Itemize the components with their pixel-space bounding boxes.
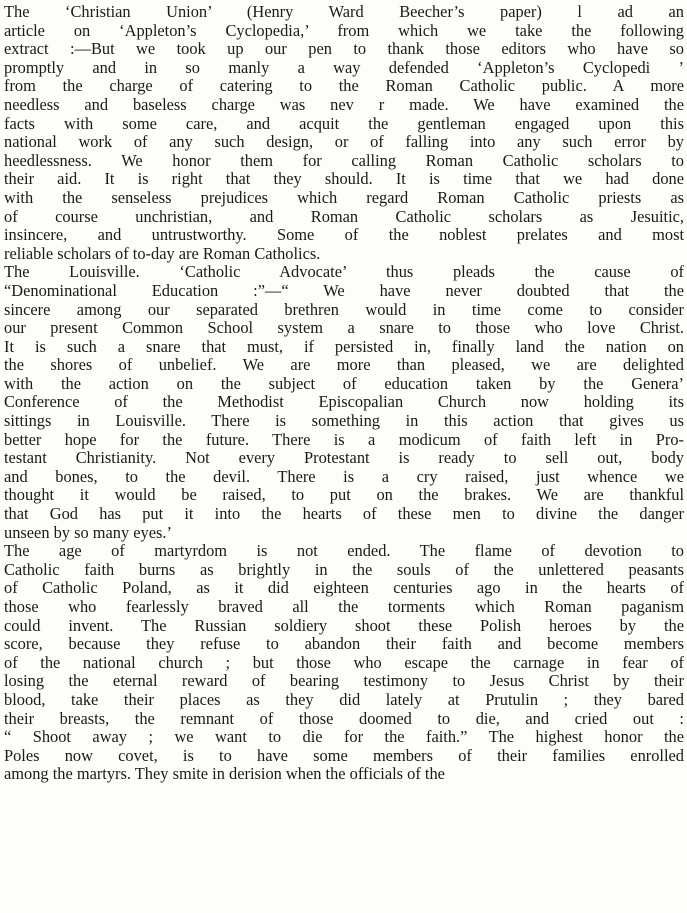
text-line: The Louisville. ‘Catholic Advocate’ thus pleads the cause of — [4, 262, 684, 282]
text-line: their aid. It is right that they should. It is time that we had done — [4, 169, 684, 189]
text-line: sittings in Louisville. There is something in this action that gives us — [4, 411, 684, 431]
text-line: could invent. The Russian soldiery shoot these Polish heroes by the — [4, 615, 684, 635]
text-line: score, because they refuse to abandon their faith and become members — [4, 634, 684, 654]
paragraph-christian-union — [4, 3, 684, 263]
text-line: unseen by so many eyes.’ — [4, 522, 172, 542]
text-line: their breasts, the remnant of those doomed to die, and cried out : — [4, 708, 684, 728]
text-line: reliable scholars of to-day are Roman Catholics. — [4, 243, 321, 263]
text-line: extract :—But we took up our pen to thank those editors who have so — [4, 39, 684, 59]
text-line: of the national church ; but those who escape the carnage in fear of — [4, 652, 684, 672]
text-line: It is such a snare that must, if persisted in, finally land the nation on — [4, 336, 684, 356]
text-line: heedlessness. We honor them for calling Roman Catholic scholars to — [4, 150, 684, 170]
text-line: from the charge of catering to the Roman Catholic public. A more — [4, 76, 684, 96]
text-line: the shores of unbelief. We are more than pleased, we are delighted — [4, 355, 684, 375]
text-line: Poles now covet, is to have some members of their families enrolled — [4, 745, 684, 765]
text-line: and bones, to the devil. There is a cry raised, just whence we — [4, 466, 684, 486]
text-line: among the martyrs. They smite in derision when the officials of the — [4, 764, 445, 784]
text-line: better hope for the future. There is a modicum of faith left in Pro- — [4, 429, 684, 449]
article-column — [4, 3, 684, 784]
text-line: testant Christianity. Not every Protestant is ready to sell out, body — [4, 448, 684, 468]
text-line: Conference of the Methodist Episcopalian Church now holding its — [4, 392, 684, 412]
text-line: with the action on the subject of education taken by the Genera’ — [4, 373, 684, 393]
text-line: national work of any such design, or of falling into any such error by — [4, 132, 684, 152]
text-line: The age of martyrdom is not ended. The flame of devotion to — [4, 541, 684, 561]
text-line: our present Common School system a snare to those who love Christ. — [4, 318, 684, 338]
text-line: “ Shoot away ; we want to die for the faith.” The highest honor the — [4, 727, 684, 747]
text-line: facts with some care, and acquit the gentleman engaged upon this — [4, 113, 684, 133]
text-line: that God has put it into the hearts of these men to divine the danger — [4, 504, 684, 524]
text-line: of course unchristian, and Roman Catholic scholars as Jesuitic, — [4, 206, 684, 226]
text-line: insincere, and untrustworthy. Some of the noblest prelates and most — [4, 225, 684, 245]
text-line: blood, take their places as they did lately at Prutulin ; they bared — [4, 689, 684, 709]
text-line: The ‘Christian Union’ (Henry Ward Beecher’s paper) l ad an — [4, 2, 684, 21]
text-line: with the senseless prejudices which regard Roman Catholic priests as — [4, 187, 684, 207]
text-line: article on ‘Appleton’s Cyclopedia,’ from which we take the following — [4, 20, 684, 40]
text-line: losing the eternal reward of bearing testimony to Jesus Christ by their — [4, 671, 684, 691]
text-line: thought it would be raised, to put on the brakes. We are thankful — [4, 485, 684, 505]
paragraph-martyrdom — [4, 542, 684, 784]
text-line: sincere among our separated brethren would in time come to consider — [4, 299, 684, 319]
text-line: “Denominational Education :”—“ We have never doubted that the — [4, 280, 684, 300]
text-line: of Catholic Poland, as it did eighteen centuries ago in the hearts of — [4, 578, 684, 598]
text-line: promptly and in so manly a way defended ‘Appleton’s Cyclopedi ’ — [4, 57, 684, 77]
text-line: Catholic faith burns as brightly in the souls of the unlettered peasants — [4, 559, 684, 579]
text-line: needless and baseless charge was nev r made. We have examined the — [4, 94, 684, 114]
paragraph-catholic-advocate — [4, 263, 684, 542]
text-line: those who fearlessly braved all the torments which Roman paganism — [4, 597, 684, 616]
